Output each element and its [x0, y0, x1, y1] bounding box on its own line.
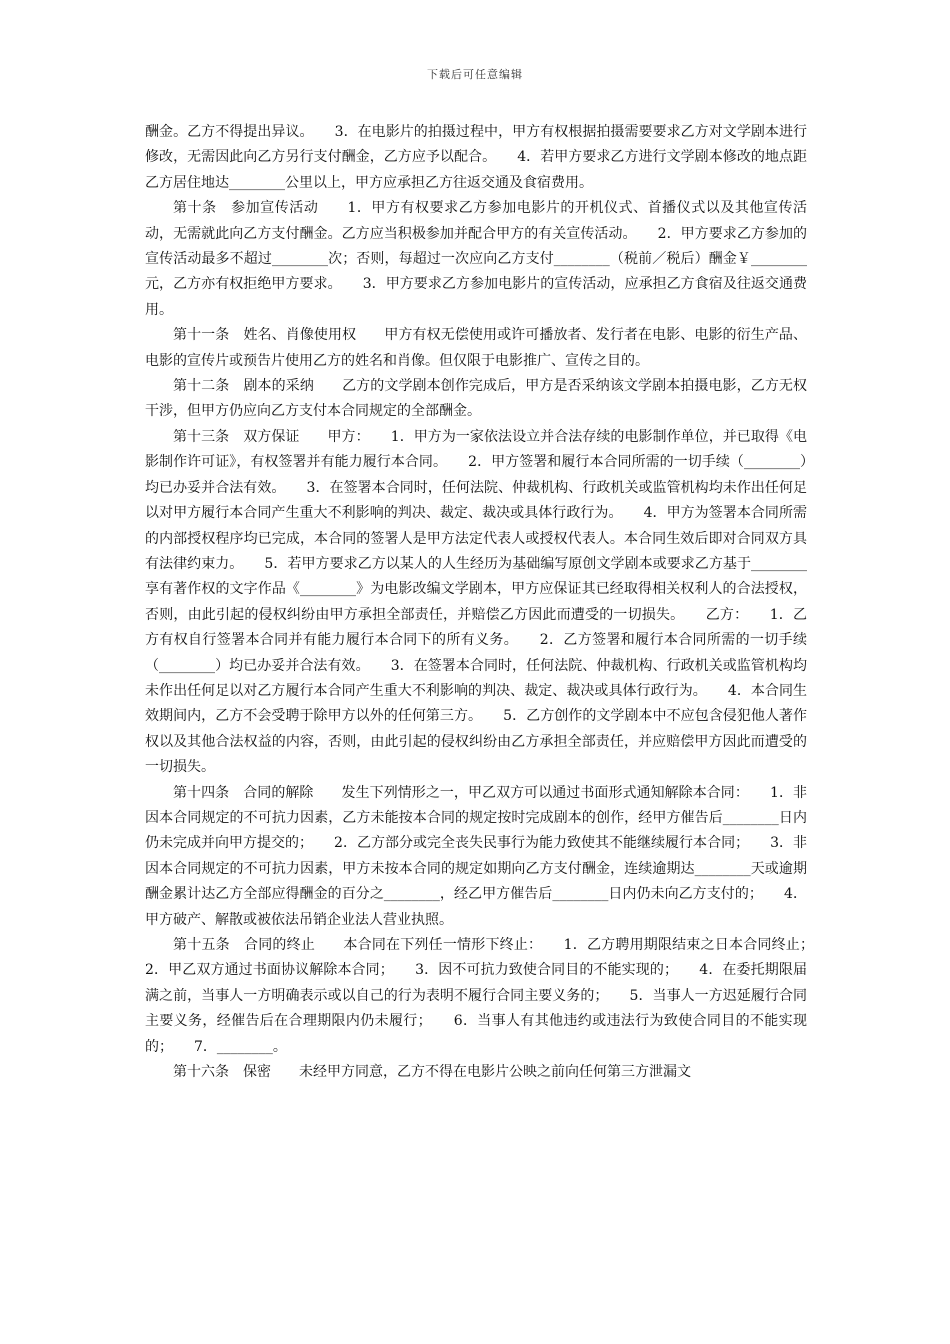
paragraph-article-13: 第十三条 双方保证 甲方： 1．甲方为一家依法设立并合法存续的电影制作单位，并已取得《电影制作许可证》，有权签署并有能力履行本合同。 2．甲方签署和履行本合同所需的一切手续（________）均已办妥并合法有效。 3．在签署本合同时，任何法院、仲裁机构、行政机关或监管机构均未作出任何足以对甲方履行本合同产生重大不利影响的判决、裁定、裁决或具体行政行为。 4．甲方为签署本合同所需的内部授权程序均已完成，本合同的签署人是甲方法定代表人或授权代表人。本合同生效后即对合同双方具有法律约束力。 5．若甲方要求乙方以某人的人生经历为基础编写原创文学剧本或要求乙方基于________享有著作权的文字作品《________》为电影改编文学剧本，甲方应保证其已经取得相关权利人的合法授权，否则，由此引起的侵权纠纷由甲方承担全部责任，并赔偿乙方因此而遭受的一切损失。 乙方： 1．乙方有权自行签署本合同并有能力履行本合同下的所有义务。 2．乙方签署和履行本合同所需的一切手续（________）均已办妥并合法有效。 3．在签署本合同时，任何法院、仲裁机构、行政机关或监管机构均未作出任何足以对乙方履行本合同产生重大不利影响的判决、裁定、裁决或具体行政行为。 4．本合同生效期间内，乙方不会受聘于除甲方以外的任何第三方。 5．乙方创作的文学剧本中不应包含侵犯他人著作权以及其他合法权益的内容，否则，由此引起的侵权纠纷由乙方承担全部责任，并应赔偿甲方因此而遭受的一切损失。 — [145, 428, 807, 776]
paragraph-article-14: 第十四条 合同的解除 发生下列情形之一，甲乙双方可以通过书面形式通知解除本合同： 1．非因本合同规定的不可抗力因素，乙方未能按本合同的规定按时完成剧本的创作，经甲方催告后________日内仍未完成并向甲方提交的； 2．乙方部分或完全丧失民事行为能力致使其不能继续履行本合同； 3．非因本合同规定的不可抗力因素，甲方未按本合同的规定如期向乙方支付酬金，连续逾期达________天或逾期酬金累计达乙方全部应得酬金的百分之________，经乙甲方催告后________日内仍未向乙方支付的； 4．甲方破产、解散或被依法吊销企业法人营业执照。 — [145, 784, 807, 928]
paragraph-article-15: 第十五条 合同的终止 本合同在下列任一情形下终止： 1．乙方聘用期限结束之日本合同终止； 2．甲乙双方通过书面协议解除本合同； 3．因不可抗力致使合同目的不能实现的； 4．在委托期限届满之前，当事人一方明确表示或以自己的行为表明不履行合同主要义务的； 5．当事人一方迟延履行合同主要义务，经催告后在合理期限内仍未履行； 6．当事人有其他违约或违法行为致使合同目的不能实现的； 7．________。 — [145, 937, 835, 1055]
page-header: 下载后可任意编辑 — [427, 68, 523, 81]
document-body — [145, 120, 835, 1085]
paragraph-article-10: 第十条 参加宣传活动 1．甲方有权要求乙方参加电影片的开机仪式、首播仪式以及其他宣传活动，无需就此向乙方支付酬金。乙方应当积极参加并配合甲方的有关宣传活动。 2．甲方要求乙方参加的宣传活动最多不超过________次；否则，每超过一次应向乙方支付________（税前／税后）酬金￥________元，乙方亦有权拒绝甲方要求。 3．甲方要求乙方参加电影片的宣传活动，应承担乙方食宿及往返交通费用。 — [145, 200, 807, 318]
paragraph-article-12: 第十二条 剧本的采纳 乙方的文学剧本创作完成后，甲方是否采纳该文学剧本拍摄电影，乙方无权干涉，但甲方仍应向乙方支付本合同规定的全部酬金。 — [145, 378, 807, 420]
paragraph-article-16: 第十六条 保密 未经甲方同意，乙方不得在电影片公映之前向任何第三方泄漏文 — [173, 1064, 691, 1081]
paragraph-article-11: 第十一条 姓名、肖像使用权 甲方有权无偿使用或许可播放者、发行者在电影、电影的衍生产品、电影的宣传片或预告片使用乙方的姓名和肖像。但仅限于电影推广、宣传之目的。 — [145, 327, 807, 369]
paragraph-continuation: 酬金。乙方不得提出异议。 3．在电影片的拍摄过程中，甲方有权根据拍摄需要要求乙方对文学剧本进行修改，无需因此向乙方另行支付酬金，乙方应予以配合。 4．若甲方要求乙方进行文学剧本修改的地点距乙方居住地达________公里以上，甲方应承担乙方往返交通及食宿费用。 — [145, 124, 807, 191]
